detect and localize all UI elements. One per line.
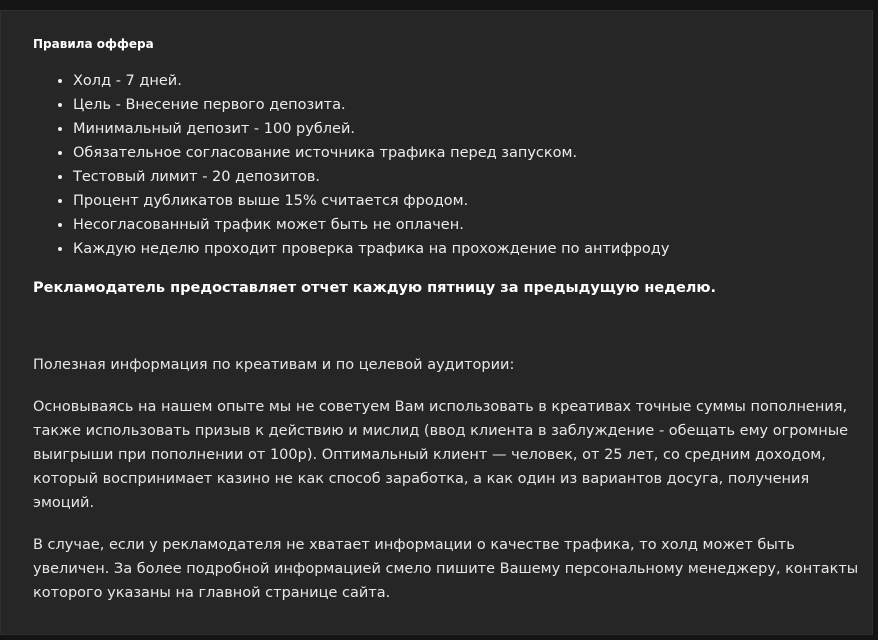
list-item: • Минимальный депозит - 100 рублей. — [73, 117, 863, 141]
offer-description-content — [33, 36, 863, 605]
report-note: Рекламодатель предоставляет отчет каждую пятницу за предыдущую неделю. — [33, 280, 717, 296]
offer-description-panel — [0, 10, 873, 635]
list-item: • Несогласованный трафик может быть не оплачен. — [73, 213, 863, 237]
list-item: • Тестовый лимит - 20 депозитов. — [73, 165, 863, 189]
list-item: • Каждую неделю проходит проверка трафика на прохождение по антифроду — [73, 237, 863, 261]
offer-rules-list — [33, 69, 863, 261]
list-item: • Обязательное согласование источника трафика перед запуском. — [73, 141, 863, 165]
offer-rules-heading: Правила оффера — [33, 37, 154, 51]
list-item: • Процент дубликатов выше 15% считается фродом. — [73, 189, 863, 213]
list-item: • Холд - 7 дней. — [73, 69, 863, 93]
hold-info-paragraph: В случае, если у рекламодателя не хватает информации о качестве трафика, то холд может быть увеличен. За более подробной информацией смело пишите Вашему персональному менеджеру, контакты которого указаны на главной странице сайта. — [33, 537, 859, 601]
list-item: • Цель - Внесение первого депозита. — [73, 93, 863, 117]
creatives-info-body: Основываясь на нашем опыте мы не советуем Вам использовать в креативах точные суммы пополнения, также использовать призыв к действию и мислид (ввод клиента в заблуждение - обещать ему огромные выигрыши при пополнении от 100р). Оптимальный клиент — человек, от 25 лет, со средним доходом, который воспринимает казино не как способ заработка, а как один из вариантов досуга, получения эмоций. — [33, 399, 849, 511]
creatives-info-intro: Полезная информация по креативам и по целевой аудитории: — [33, 357, 515, 373]
